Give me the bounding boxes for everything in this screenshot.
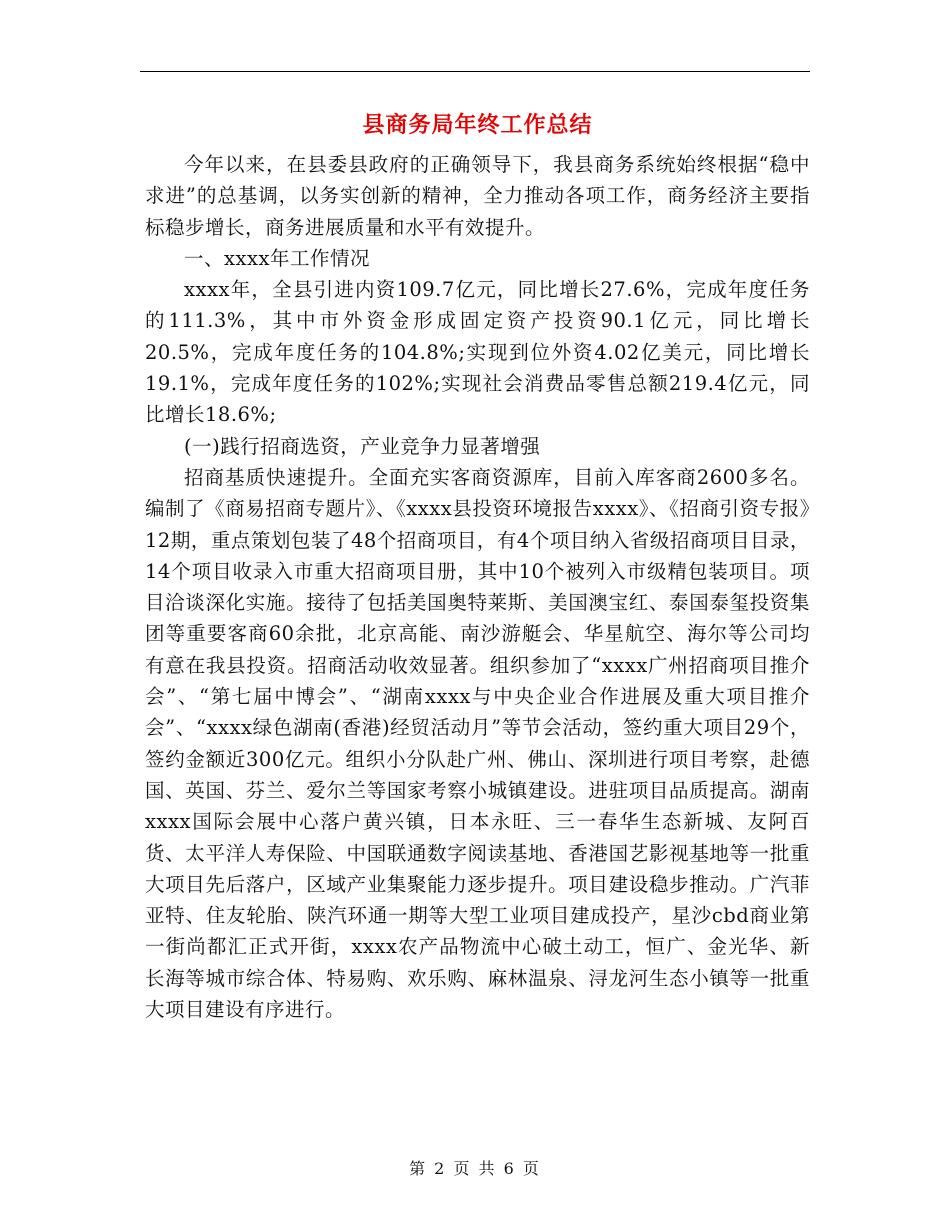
page-number: 第 2 页 共 6 页	[409, 1159, 541, 1178]
header-rule	[140, 71, 810, 72]
statistics-paragraph: xxxx年，全县引进内资109.7亿元，同比增长27.6%，完成年度任务的111.3%，其中市外资金形成固定资产投资90.1亿元，同比增长20.5%，完成年度任务的104.8%;实现到位外资4.02亿美元，同比增长19.1%，完成年度任务的102%;实现社会消费品零售总额219.4亿元，同比增长18.6%;	[145, 278, 810, 427]
investment-paragraph: 招商基质快速提升。全面充实客商资源库，目前入库客商2600多名。编制了《商易招商专题片》、《xxxx县投资环境报告xxxx》、《招商引资专报》12期，重点策划包装了48个招商项目，有4个项目纳入省级招商项目目录，14个项目收录入市重大招商项目册，其中10个被列入市级精包装项目。项目洽谈深化实施。接待了包括美国奥特莱斯、美国澳宝红、泰国泰玺投资集团等重要客商60余批，北京高能、南沙游艇会、华星航空、海尔等公司均有意在我县投资。招商活动收效显著。组织参加了“xxxx广州招商项目推介会”、“第七届中博会”、“湖南xxxx与中央企业合作进展及重大项目推介会”、“xxxx绿色湖南(香港)经贸活动月”等节会活动，签约重大项目29个，签约金额近300亿元。组织小分队赴广州、佛山、深圳进行项目考察，赴德国、英国、芬兰、爱尔兰等国家考察小城镇建设。进驻项目品质提高。湖南xxxx国际会展中心落户黄兴镇，日本永旺、三一春华生态新城、友阿百货、太平洋人寿保险、中国联通数字阅读基地、香港国艺影视基地等一批重大项目先后落户，区域产业集聚能力逐步提升。项目建设稳步推动。广汽菲亚特、住友轮胎、陕汽环通一期等大型工业项目建成投产，星沙cbd商业第一街尚都汇正式开街，xxxx农产品物流中心破土动工，恒广、金光华、新长海等城市综合体、特易购、欢乐购、麻林温泉、浔龙河生态小镇等一批重大项目建设有序进行。	[145, 465, 810, 1022]
document-body	[145, 105, 810, 1025]
document-title: 县商务局年终工作总结	[362, 112, 593, 138]
subsection-heading: (一)践行招商选资，产业竞争力显著增强	[184, 434, 541, 458]
intro-paragraph: 今年以来，在县委县政府的正确领导下，我县商务系统始终根据“稳中求进”的总基调，以务实创新的精神，全力推动各项工作，商务经济主要指标稳步增长，商务进展质量和水平有效提升。	[145, 153, 810, 239]
section-heading: 一、xxxx年工作情况	[184, 246, 370, 270]
